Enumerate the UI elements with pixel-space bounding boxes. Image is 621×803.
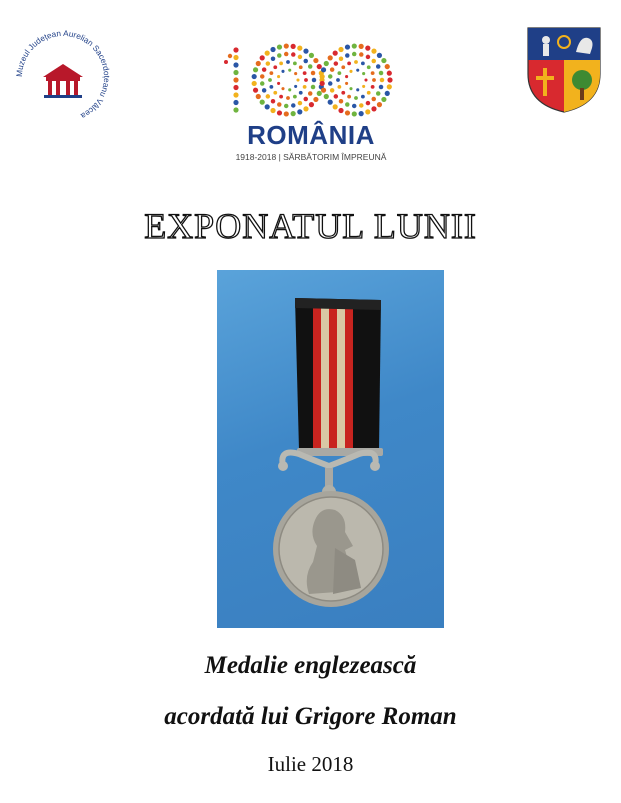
centenary-dot — [291, 111, 296, 116]
centenary-dot — [364, 78, 367, 81]
centenary-dot — [284, 111, 289, 116]
centenary-dot — [308, 64, 313, 69]
centenary-dot — [299, 65, 303, 69]
centenary-dot — [380, 78, 385, 83]
museum-logo — [8, 22, 118, 132]
centenary-dot — [294, 72, 297, 75]
centenary-dot — [253, 67, 258, 72]
page-title: EXPONATUL LUNII — [144, 206, 477, 246]
centenary-dot — [377, 53, 382, 58]
centenary-dot — [309, 53, 314, 58]
centenary-dot — [298, 101, 303, 106]
centenary-dot — [349, 87, 352, 90]
centenary-dot — [334, 61, 339, 66]
centenary-dot — [345, 75, 348, 78]
centenary-dot — [341, 91, 345, 95]
centenary-dot — [288, 88, 291, 91]
centenary-dot — [303, 49, 308, 54]
centenary-dot — [233, 92, 238, 97]
centenary-dot — [303, 71, 307, 75]
centenary-dot — [291, 44, 296, 49]
centenary-dot — [260, 55, 265, 60]
centenary-dot — [273, 91, 277, 95]
centenary-dot — [270, 47, 275, 52]
centenary-dot — [304, 78, 308, 82]
centenary-dot — [339, 57, 344, 62]
centenary-dot — [233, 47, 238, 52]
centenary-dot — [377, 102, 382, 107]
centenary-dot — [328, 100, 333, 105]
ribbon — [295, 298, 381, 450]
centenary-dot — [376, 91, 381, 96]
centenary-dot — [367, 65, 371, 69]
centenary-dot — [266, 61, 271, 66]
centenary-dot — [381, 97, 386, 102]
centenary-dot — [379, 71, 384, 76]
centenary-dot — [345, 53, 350, 58]
centenary-dot — [233, 107, 238, 112]
centenary-dot — [256, 94, 261, 99]
centenary-dot — [260, 74, 265, 79]
caption-line-2: acordată lui Grigore Roman — [164, 703, 457, 730]
centenary-dot — [269, 85, 273, 89]
centenary-dot — [328, 55, 333, 60]
centenary-dot — [345, 110, 350, 115]
centenary-dot — [330, 88, 335, 93]
centenary-dot — [269, 71, 273, 75]
centenary-word: ROMÂNIA — [247, 120, 375, 150]
centenary-dot — [334, 94, 339, 99]
centenary-dot — [291, 103, 296, 108]
centenary-dot — [371, 59, 376, 64]
centenary-dot — [288, 69, 291, 72]
centenary-dot — [337, 71, 341, 75]
centenary-dot — [330, 67, 335, 72]
centenary-dot — [293, 95, 297, 99]
centenary-dot — [233, 55, 238, 60]
centenary-dot — [371, 106, 376, 111]
centenary-dot — [273, 65, 277, 69]
centenary-dot — [233, 62, 238, 67]
centenary-dot — [356, 69, 359, 72]
centenary-dot — [337, 85, 341, 89]
centenary-dot — [336, 78, 340, 82]
centenary-dot — [233, 70, 238, 75]
date-label: Iulie 2018 — [267, 752, 354, 776]
centenary-dot — [359, 111, 364, 116]
centenary-dot — [266, 94, 271, 99]
centenary-dot — [268, 78, 272, 82]
centenary-dot — [324, 94, 329, 99]
centenary-dot — [303, 59, 308, 64]
centenary-dot — [352, 111, 357, 116]
centenary-logo — [222, 42, 400, 172]
centenary-dot — [371, 71, 375, 75]
centenary-dot — [313, 97, 318, 102]
centenary-dot — [271, 99, 276, 104]
centenary-dot — [265, 51, 270, 56]
centenary-dot — [303, 97, 308, 102]
centenary-dot — [277, 75, 280, 78]
centenary-dot — [228, 54, 232, 58]
museum-logo-text: Muzeul Județean Aurelian Sacerdoțeanu Vâlcea — [14, 28, 112, 121]
centenary-dot — [309, 102, 314, 107]
centenary-dot — [303, 106, 308, 111]
centenary-dot — [277, 53, 282, 58]
centenary-dot — [296, 78, 299, 81]
centenary-dot — [284, 52, 289, 57]
centenary-dot — [352, 43, 357, 48]
centenary-dot — [333, 104, 338, 109]
centenary-dot — [291, 52, 296, 57]
centenary-dot — [313, 58, 318, 63]
centenary-dot — [233, 77, 238, 82]
centenary-dot — [324, 61, 329, 66]
centenary-dot — [286, 96, 290, 100]
centenary-dot — [311, 85, 316, 90]
centenary-dot — [356, 88, 359, 91]
centenary-dot — [256, 61, 261, 66]
centenary-dot — [365, 46, 370, 51]
centenary-dot — [265, 104, 270, 109]
centenary-dot — [362, 72, 365, 75]
centenary-subtitle: 1918-2018 | SĂRBĂTORIM ÎMPREUNĂ — [235, 152, 387, 162]
centenary-dot — [321, 88, 326, 93]
centenary-dot — [298, 55, 303, 60]
centenary-dot — [385, 64, 390, 69]
centenary-dot — [297, 46, 302, 51]
centenary-dot — [281, 87, 284, 90]
centenary-dot — [359, 44, 364, 49]
centenary-dot — [281, 70, 284, 73]
centenary-dot — [284, 104, 289, 109]
centenary-dot — [366, 55, 371, 60]
centenary-dot — [387, 77, 392, 82]
centenary-dot — [270, 108, 275, 113]
centenary-dot — [277, 82, 280, 85]
centenary-dot — [338, 47, 343, 52]
centenary-dot — [293, 61, 297, 65]
centenary-dot — [387, 71, 392, 76]
centenary-dot — [328, 74, 333, 79]
centenary-dot — [252, 81, 257, 86]
centenary-dot — [233, 100, 238, 105]
centenary-dot — [277, 44, 282, 49]
centenary-dot — [385, 91, 390, 96]
centenary-dot — [299, 91, 303, 95]
centenary-dot — [260, 81, 265, 86]
medal-photo — [217, 270, 444, 628]
centenary-dot — [321, 67, 326, 72]
centenary-dot — [365, 109, 370, 114]
centenary-dot — [308, 91, 313, 96]
centenary-dot — [277, 110, 282, 115]
centenary-dot — [359, 52, 364, 57]
centenary-dot — [284, 43, 289, 48]
centenary-dot — [328, 81, 333, 86]
medal — [273, 491, 389, 607]
caption-line-1: Medalie englezească — [204, 652, 417, 679]
centenary-dot — [381, 58, 386, 63]
centenary-dot — [286, 60, 290, 64]
centenary-dot — [347, 95, 351, 99]
centenary-dot — [366, 101, 371, 106]
centenary-dot — [294, 85, 297, 88]
centenary-dot — [320, 74, 325, 79]
centenary-dot — [345, 44, 350, 49]
centenary-dot — [345, 82, 348, 85]
centenary-dot — [349, 70, 352, 73]
centenary-dot — [253, 88, 258, 93]
centenary-dot — [379, 85, 384, 90]
centenary-dot — [279, 95, 283, 99]
centenary-dot — [277, 102, 282, 107]
centenary-dot — [371, 49, 376, 54]
centenary-dot — [371, 97, 376, 102]
centenary-dot — [354, 60, 358, 64]
centenary-dot — [224, 60, 228, 64]
centenary-dot — [279, 61, 283, 65]
centenary-dot — [352, 104, 357, 109]
centenary-dot — [262, 67, 267, 72]
centenary-dot — [271, 57, 276, 62]
coat-of-arms — [524, 24, 604, 114]
centenary-dot — [367, 91, 371, 95]
centenary-dot — [312, 78, 317, 83]
centenary-dot — [361, 95, 365, 99]
centenary-dot — [359, 103, 364, 108]
centenary-dot — [341, 65, 345, 69]
centenary-dot — [338, 108, 343, 113]
centenary-dot — [354, 96, 358, 100]
centenary-dot — [311, 71, 316, 76]
centenary-dot — [372, 78, 376, 82]
centenary-dot — [339, 99, 344, 104]
centenary-dot — [387, 84, 392, 89]
centenary-100-graphic — [222, 42, 400, 122]
centenary-dot — [361, 61, 365, 65]
centenary-dot — [297, 109, 302, 114]
centenary-dot — [345, 102, 350, 107]
centenary-dot — [333, 51, 338, 56]
centenary-dot — [376, 64, 381, 69]
centenary-dot — [317, 64, 322, 69]
centenary-dot — [371, 85, 375, 89]
centenary-dot — [252, 74, 257, 79]
centenary-dot — [262, 88, 267, 93]
centenary-dot — [362, 85, 365, 88]
centenary-dot — [233, 85, 238, 90]
centenary-dot — [320, 81, 325, 86]
centenary-dot — [347, 61, 351, 65]
centenary-dot — [352, 52, 357, 57]
centenary-dot — [317, 91, 322, 96]
centenary-dot — [303, 85, 307, 89]
centenary-dot — [260, 100, 265, 105]
